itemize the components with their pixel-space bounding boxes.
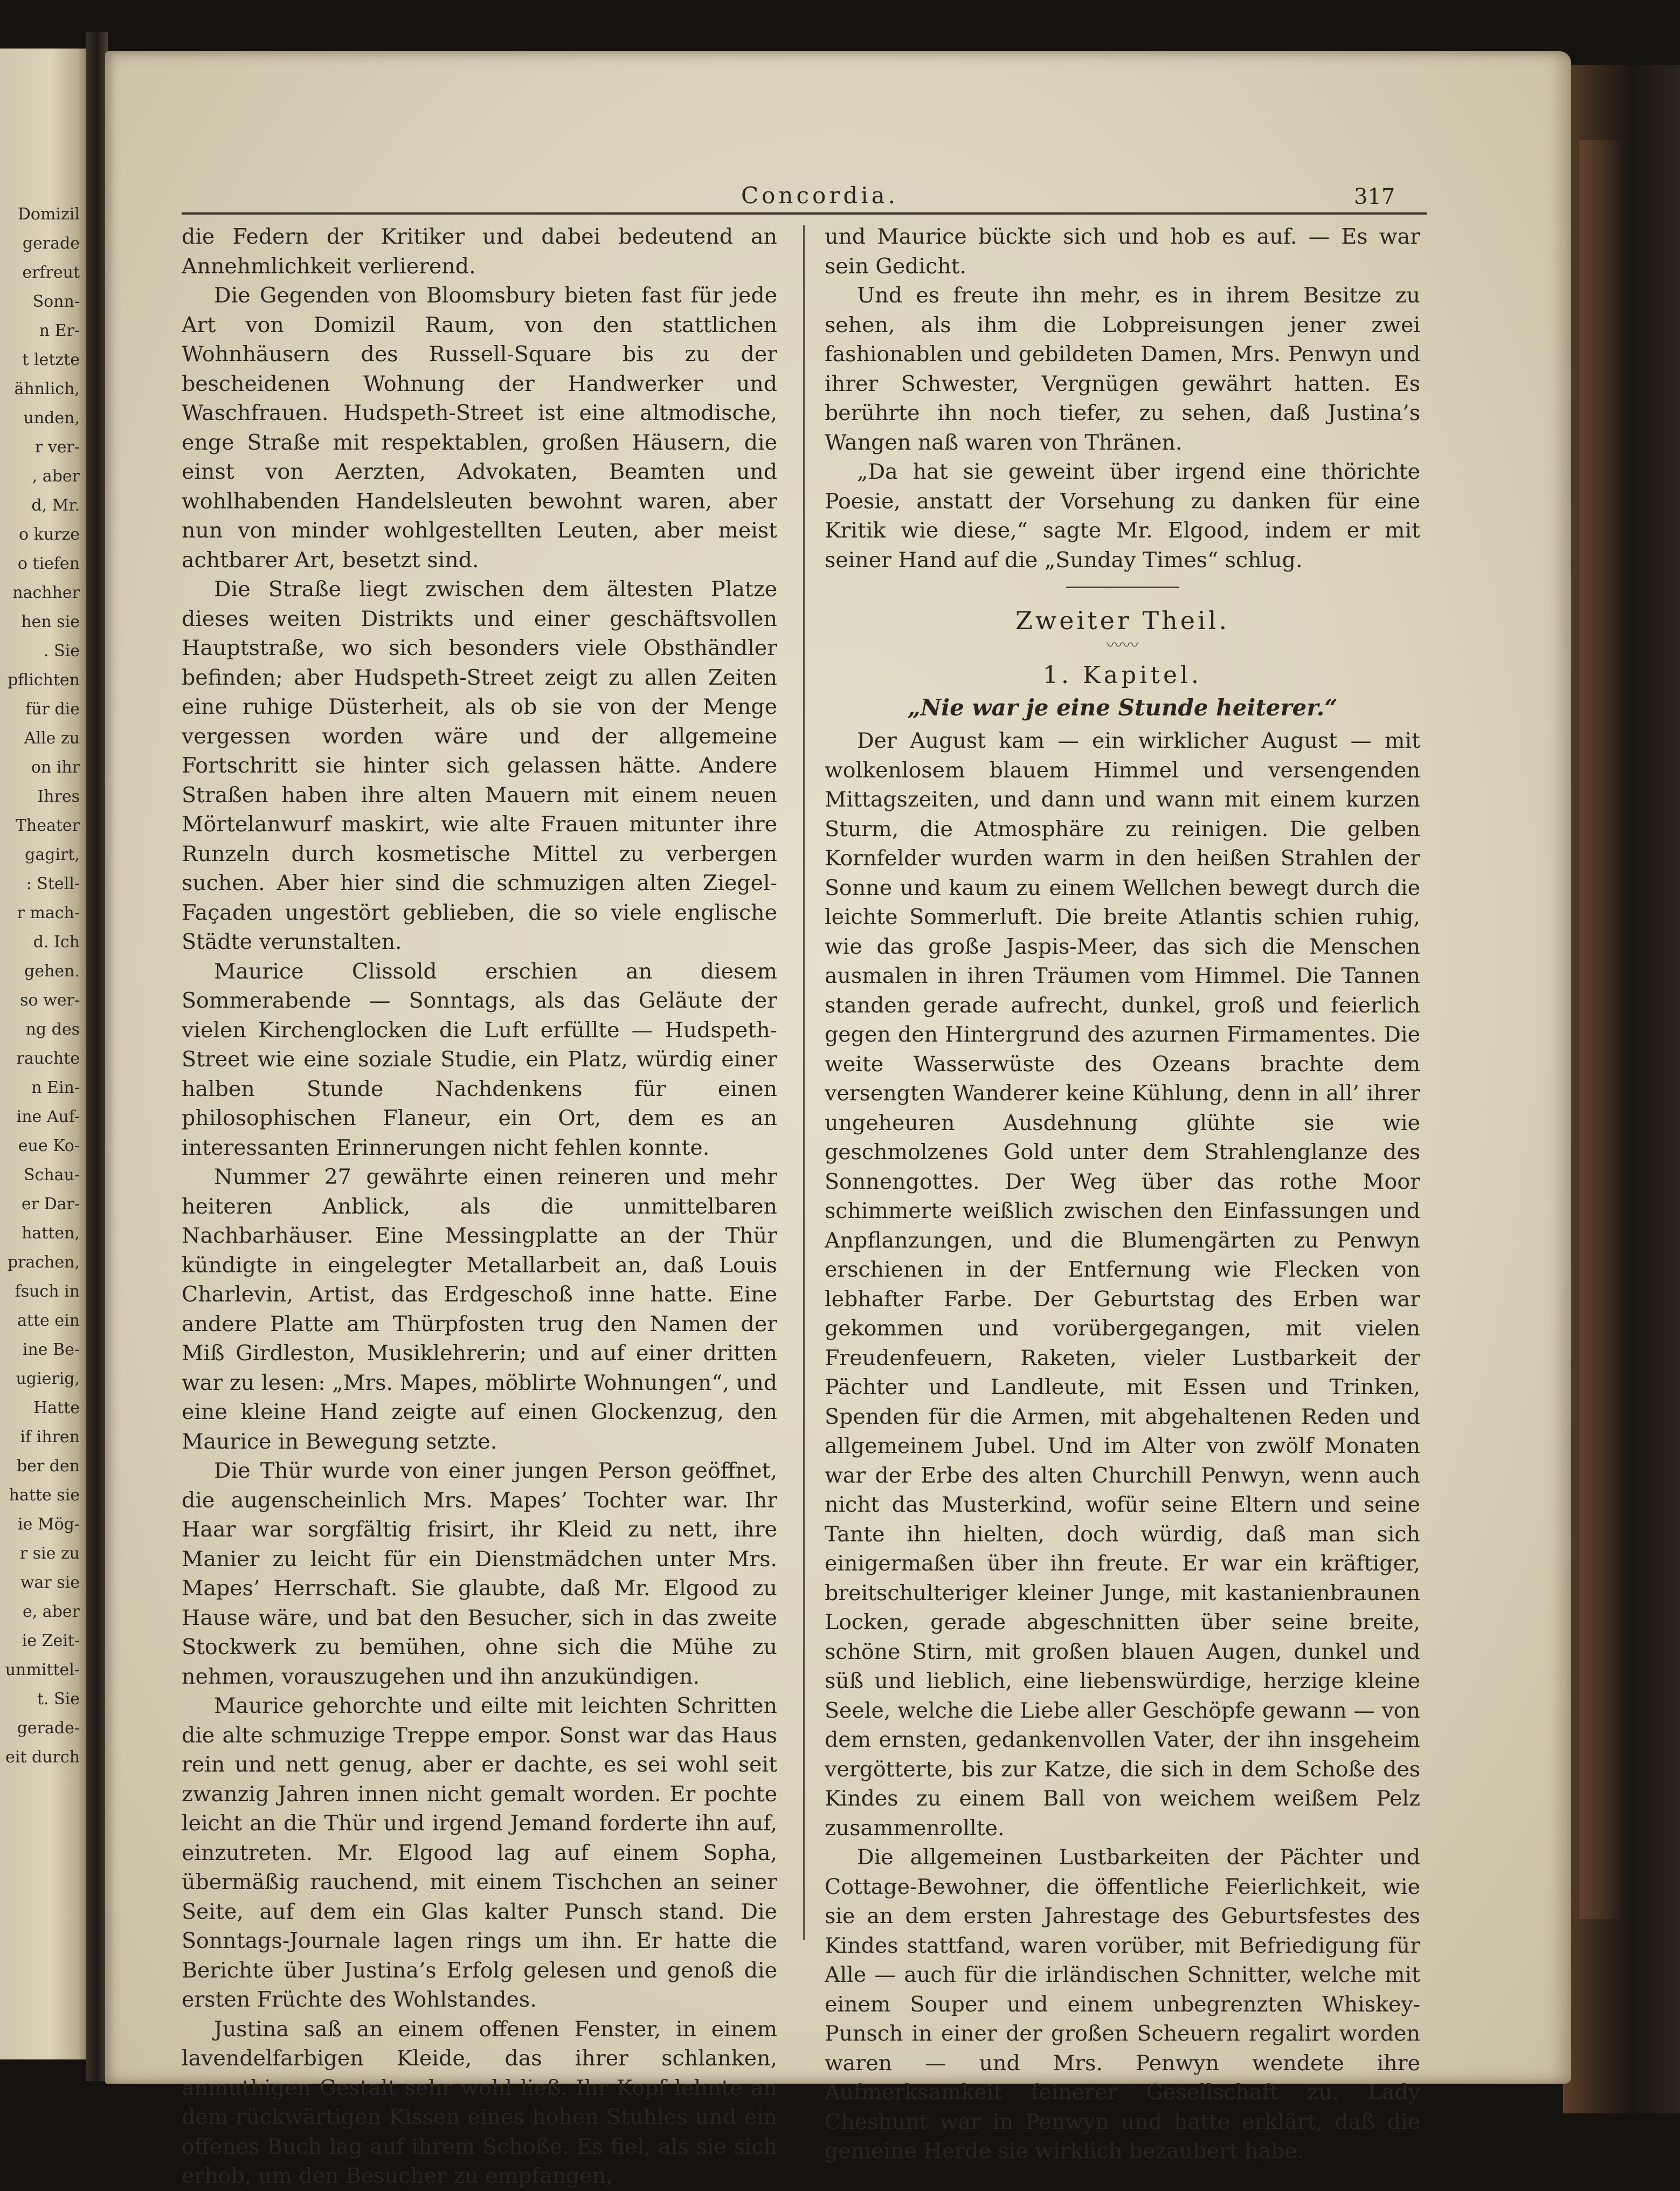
facing-page-fragment: Sonn- — [32, 292, 80, 311]
facing-page-fragment: war sie — [20, 1573, 80, 1592]
facing-page-fragment: ine Be- — [22, 1340, 80, 1359]
paragraph: Die Straße liegt zwischen dem ältesten Platze dieses weiten Distrikts und einer geschäftsvollen Hauptstraße, wo sich besonders viele Obsthändler befinden; aber Hudspeth-Street zeigt zu allen Zeiten eine ruhige Düsterheit, als ob sie von der Menge vergessen worden wäre und der allgemeine Fortschritt sie hinter sich gelassen hätte. Andere Straßen haben ihre alten Mauern mit einem neuen Mörtelanwurf maskirt, wie alte Frauen mitunter ihre Runzeln durch kosmetische Mittel zu verbergen suchen. Aber hier sind die schmuzigen alten Ziegel-Façaden ungestört geblieben, die so viele englische Städte verunstalten. — [182, 577, 777, 954]
facing-page-fragment: , aber — [32, 467, 80, 486]
chapter-subtitle: „Nie war je eine Stunde heiterer.“ — [907, 694, 1338, 721]
facing-page-fragment: unden, — [23, 409, 80, 428]
facing-page-fragment: erfreut — [22, 263, 80, 282]
facing-page-fragment: Ihres — [37, 787, 80, 806]
facing-page-fragment: Hatte — [33, 1398, 80, 1417]
facing-page-fragment: fsuch in — [15, 1282, 80, 1301]
facing-page-fragment: n Ein- — [31, 1078, 80, 1097]
facing-page-fragment: gagirt, — [25, 845, 80, 864]
section-rule — [1066, 587, 1179, 588]
paragraph: Maurice gehorchte und eilte mit leichten Schritten die alte schmuzige Treppe empor. Sonst war das Haus rein und nett genug, aber er dachte, es sei wohl seit zwanzig Jahren innen nicht gemalt worden. Er pochte leicht an die Thür und irgend Jemand forderte ihn auf, einzutreten. Mr. Elgood lag auf einem Sopha, übermäßig rauchend, mit einem Tischchen an seiner Seite, auf dem ein Glas kalter Punsch stand. Die Sonntags-Journale lagen rings um ihn. Er hatte die Berichte über Justina’s Erfolg gelesen und genoß die ersten Früchte des Wohlstandes. — [182, 1693, 777, 2012]
facing-page-fragment: ugierig, — [16, 1369, 80, 1388]
page-number: 317 — [1354, 184, 1395, 209]
facing-page-fragment: Theater — [15, 816, 80, 835]
facing-page-fragment: e, aber — [22, 1602, 80, 1621]
facing-page-fragment: hatten, — [22, 1224, 80, 1243]
facing-page-fragment: eit durch — [5, 1748, 80, 1767]
facing-page-fragment: Alle zu — [24, 729, 80, 748]
facing-page-fragment: ähnlich, — [14, 380, 80, 398]
column-divider — [803, 225, 805, 1940]
paragraph: Der August kam — ein wirklicher August — mit wolkenlosem blauem Himmel und versengenden Mittagszeiten, und dann und wann mit einem kurzen Sturm, die Atmosphäre zu reinigen. Die gelben Kornfelder wurden warm in den heißen Strahlen der Sonne und kaum zu einem Wellchen bewegt durch die leichte Sommerluft. Die breite Atlantis schien ruhig, wie das große Jaspis-Meer, das sich die Menschen ausmalen in ihren Träumen vom Himmel. Die Tannen standen gerade aufrecht, dunkel, groß und feierlich gegen den Hintergrund des azurnen Firmamentes. Die weite Wasserwüste des Ozeans brachte dem versengten Wanderer keine Kühlung, denn in all’ ihrer ungeheuren Ausdehnung glühte sie wie geschmolzenes Gold unter dem Strahlenglanze des Sonnengottes. Der Weg über das rothe Moor schimmerte weißlich zwischen den Einfassungen und Anpflanzungen, und die Blumengärten zu Penwyn erschienen in der Entfernung wie Flecken von lebhafter Farbe. Der Geburtstag des Erben war gekommen und vorübergegangen, mit vielen Freudenfeuern, Raketen, vieler Lustbarkeit der Pächter und Landleute, mit Essen und Trinken, Spenden für die Armen, mit abgehaltenen Reden und allgemeinem Jubel. Und im Alter von zwölf Monaten war der Erbe des alten Churchill Penwyn, wenn auch nicht das Musterkind, wofür seine Eltern und seine Tante ihn hielten, doch würdig, daß man sich einigermaßen über ihn freute. Er war ein kräftiger, breitschulteriger kleiner Junge, mit kastanienbraunen Locken, gerade abgeschnitten über seine breite, schöne Stirn, mit großen blauen Augen, dunkel und süß und lieblich, eine liebenswürdige, herzige kleine Seele, welche die Liebe aller Geschöpfe gewann — von dem ernsten, gedankenvollen Vater, der ihn insgeheim vergötterte, bis zur Katze, die sich in dem Schoße des Kindes zu einem Ball von weichem weißem Pelz zusammenrollte. — [825, 728, 1420, 1841]
facing-page-fragment: hen sie — [21, 612, 80, 631]
facing-page-fragment: rauchte — [16, 1049, 80, 1068]
header-rule — [182, 212, 1427, 215]
facing-page-fragment: ine Auf- — [16, 1107, 80, 1126]
part-heading: Zweiter Theil. — [1015, 606, 1230, 635]
facing-page-fragment: ng des — [25, 1020, 80, 1039]
facing-page-fragment: if ihren — [20, 1428, 80, 1446]
facing-page-fragment: atte ein — [17, 1311, 80, 1330]
facing-page-fragment: er Dar- — [21, 1195, 80, 1214]
facing-page-fragment: r sie zu — [19, 1544, 80, 1563]
facing-page-fragment: : Stell- — [26, 874, 80, 893]
facing-page-fragment: gerade- — [17, 1719, 80, 1738]
ornament: 〰〰 — [1106, 636, 1139, 655]
facing-page-fragment: unmittel- — [5, 1661, 80, 1679]
facing-page-fragment: ie Mög- — [17, 1515, 80, 1534]
facing-page-fragment: gerade — [22, 234, 80, 253]
running-header-title: Concordia. — [741, 182, 899, 209]
facing-page-fragment: o kurze — [19, 525, 80, 544]
facing-page-fragment: gehen. — [24, 962, 80, 981]
facing-page-fragment: d. Ich — [33, 933, 80, 952]
right-text-column — [825, 222, 1420, 2166]
facing-page-fragment: . Sie — [44, 642, 80, 660]
facing-page-fragment: für die — [25, 700, 80, 719]
facing-page-fragment: Domizil — [17, 205, 80, 224]
facing-page-fragment: r mach- — [17, 904, 80, 922]
facing-page-fragment: t letzte — [22, 350, 80, 369]
facing-page-fragment: on ihr — [31, 758, 80, 777]
facing-page-fragment: n Er- — [39, 321, 80, 340]
book-gutter — [86, 32, 108, 2081]
facing-page-fragment: r ver- — [34, 438, 80, 457]
paragraph: die Federn der Kritiker und dabei bedeutend an Annehmlichkeit verlierend. — [182, 224, 777, 279]
facing-page-fragment: hatte sie — [9, 1486, 80, 1505]
left-text-column — [182, 222, 777, 2191]
paragraph: Justina saß an einem offenen Fenster, in einem lavendelfarbigen Kleide, das ihrer schlanken, anmuthigen Gestalt sehr wohl ließ. Ihr Kopf lehnte an dem rückwärtigen Kissen eines hohen Stuhles und ein offenes Buch lag auf ihrem Schoße. Es fiel, als sie sich erhob, um den Besucher zu empfangen, — [182, 2016, 777, 2188]
facing-page-fragment: o tiefen — [17, 554, 80, 573]
facing-page-fragment: Schau- — [23, 1166, 80, 1184]
paragraph: „Da hat sie geweint über irgend eine thörichte Poesie, anstatt der Vorsehung zu danken für eine Kritik wie diese,“ sagte Mr. Elgood, indem er mit seiner Hand auf die „Sunday Times“ schlug. — [825, 459, 1420, 573]
paragraph: Nummer 27 gewährte einen reineren und mehr heiteren Anblick, als die unmittelbaren Nachbarhäuser. Eine Messingplatte an der Thür kündigte in eingelegter Metallarbeit an, daß Louis Charlevin, Artist, das Erdgeschoß inne hatte. Eine andere Platte am Thürpfosten trug den Namen der Miß Girdleston, Musiklehrerin; und auf einer dritten war zu lesen: „Mrs. Mapes, möblirte Wohnungen“, und eine kleine Hand zeigte auf einen Glockenzug, den Maurice in Bewegung setzte. — [182, 1165, 777, 1454]
facing-page-fragment: ber den — [16, 1457, 80, 1476]
paragraph: und Maurice bückte sich und hob es auf. — Es war sein Gedicht. — [825, 224, 1420, 279]
paragraph: Und es freute ihn mehr, es in ihrem Besitze zu sehen, als ihm die Lobpreisungen jener zwei fashionablen und gebildeten Damen, Mrs. Penwyn und ihrer Schwester, Vergnügen gewährt hatten. Es berührte ihn noch tiefer, zu sehen, daß Justina’s Wangen naß waren von Thränen. — [825, 283, 1420, 455]
facing-page-fragment: eue Ko- — [18, 1136, 80, 1155]
facing-page-fragment: t. Sie — [37, 1690, 80, 1708]
paragraph: Die allgemeinen Lustbarkeiten der Pächter und Cottage-Bewohner, die öffentliche Feierlichkeit, wie sie an dem ersten Jahrestage des Geburtsfestes des Kindes stattfand, waren vorüber, mit Befriedigung für Alle — auch für die irländischen Schnitter, welche mit einem Souper und einem unbegrenzten Whiskey-Punsch in einer der großen Scheuern regalirt worden waren — und Mrs. Penwyn wendete ihre Aufmerksamkeit feinerer Gesellschaft zu. Lady Cheshunt war in Penwyn und hatte erklärt, daß die gemeine Herde sie wirklich bezaubert habe. — [825, 1845, 1420, 2164]
paragraph: Maurice Clissold erschien an diesem Sommerabende — Sonntags, als das Geläute der vielen Kirchenglocken die Luft erfüllte — Hudspeth-Street wie eine soziale Studie, ein Platz, würdig einer halben Stunde Nachdenkens für einen philosophischen Flaneur, ein Ort, dem es an interessanten Erinnerungen nicht fehlen konnte. — [182, 959, 777, 1160]
paragraph: Die Thür wurde von einer jungen Person geöffnet, die augenscheinlich Mrs. Mapes’ Tochter war. Ihr Haar war sorgfältig frisirt, ihr Kleid zu nett, ihre Manier zu leicht für ein Dienstmädchen unter Mrs. Mapes’ Herrschaft. Sie glaubte, daß Mr. Elgood zu Hause wäre, und bat den Besucher, sich in das zweite Stockwerk zu bemühen, ohne sich die Mühe zu nehmen, vorauszugehen und ihn anzukündigen. — [182, 1458, 777, 1689]
facing-page-fragment: ie Zeit- — [22, 1631, 80, 1650]
chapter-heading: 1. Kapitel. — [1042, 662, 1202, 689]
facing-page-fragment: prachen, — [7, 1253, 80, 1272]
facing-page-fragment: nachher — [12, 583, 80, 602]
facing-page-fragment: d, Mr. — [31, 496, 80, 515]
facing-page-fragment: pflichten — [7, 671, 80, 690]
paragraph: Die Gegenden von Bloomsbury bieten fast für jede Art von Domizil Raum, von den stattlichen Wohnhäusern des Russell-Square bis zu der bescheidenen Wohnung der Handwerker und Waschfrauen. Hudspeth-Street ist eine altmodische, enge Straße mit respektablen, großen Häusern, die einst von Aerzten, Advokaten, Beamten und wohlhabenden Handelsleuten bewohnt waren, aber nun von minder wohlgestellten Leuten, aber meist achtbarer Art, besetzt sind. — [182, 283, 777, 573]
book-cover-edge — [1563, 65, 1680, 2113]
facing-page-edge — [0, 49, 92, 2059]
facing-page-fragment: so wer- — [20, 991, 80, 1010]
